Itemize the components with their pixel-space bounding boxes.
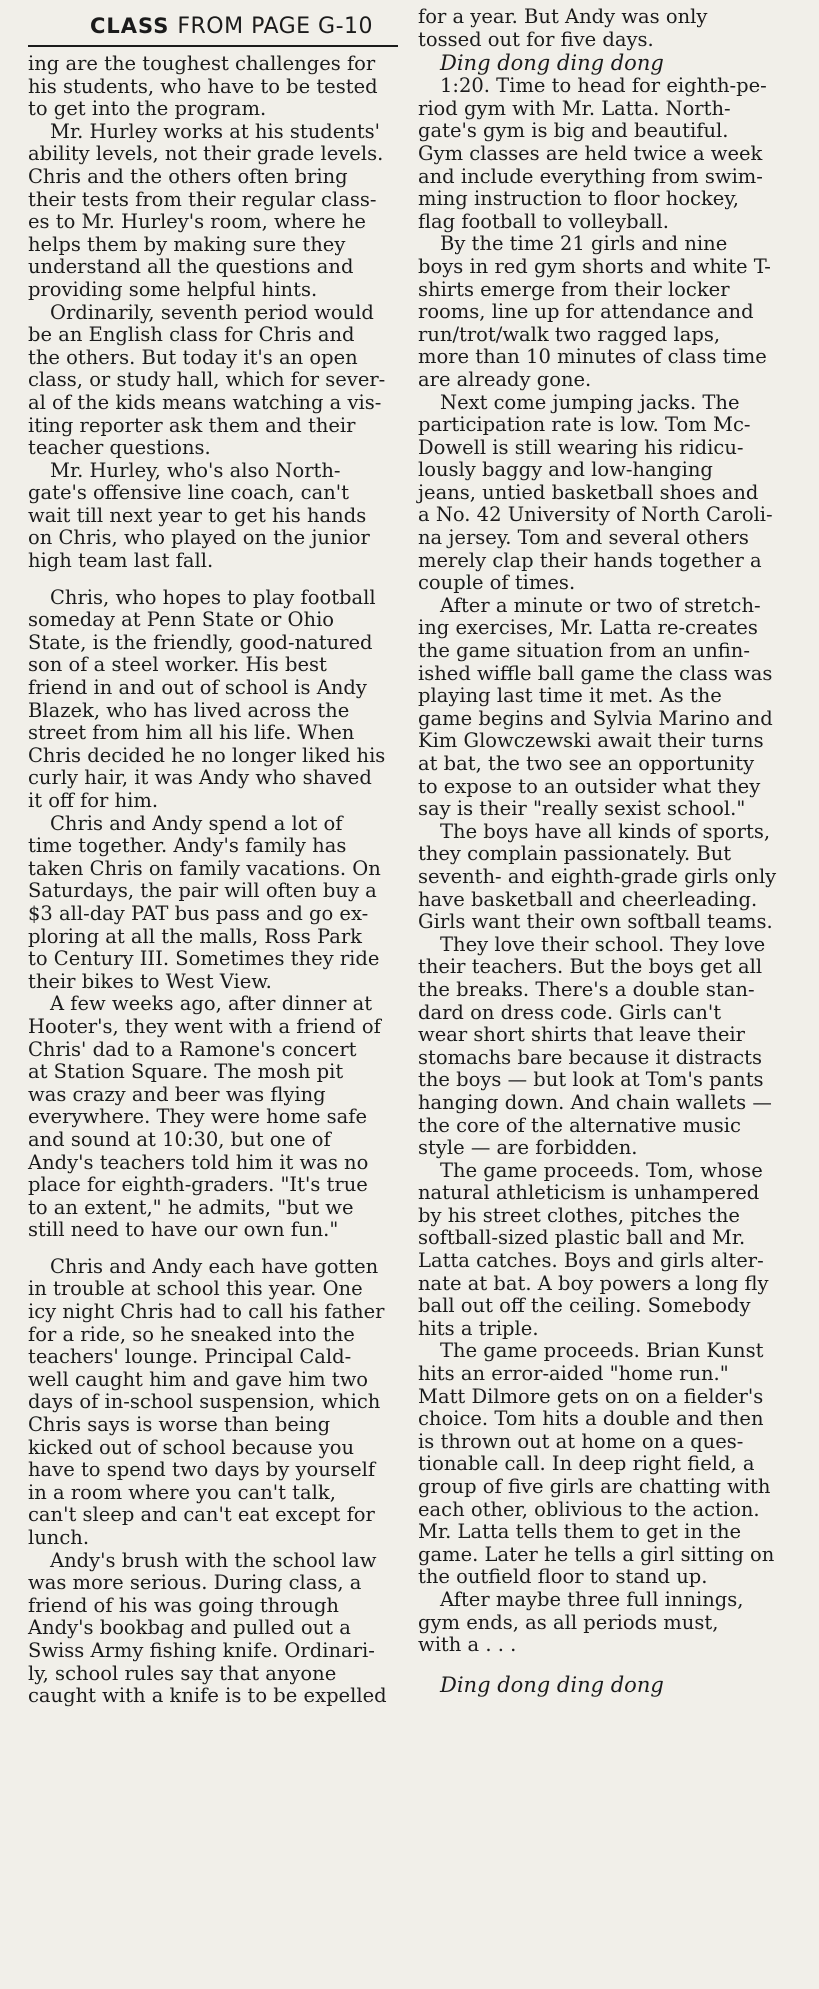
text-line: couple of times. [418,571,576,595]
text-line: the boys — but look at Tom's pants [418,1068,764,1092]
text-line: and include everything from swim- [418,164,763,188]
text-line: ploring at all the malls, Ross Park [28,924,362,948]
right-column [418,6,796,1697]
paragraph [28,993,398,1242]
text-line: playing last time it met. As the [418,684,722,708]
text-line: dard on dress code. Girls can't [418,1000,722,1024]
text-line: a No. 42 University of North Caroli- [418,503,773,527]
text-line: After a minute or two of stretch- [440,593,761,617]
text-line: The game proceeds. Brian Kunst [440,1339,764,1363]
text-line: are already gone. [418,367,592,391]
text-line: ly, school rules say that anyone [28,1661,337,1685]
text-line: friend in and out of school is Andy [28,676,367,700]
paragraph [418,1589,796,1657]
text-line: to get into the program. [28,97,267,121]
text-line: Andy's brush with the school law [50,1548,377,1572]
text-line: rooms, line up for attendance and [418,300,754,324]
text-line: understand all the questions and [28,255,354,279]
paragraph [28,302,398,460]
text-line: at Station Square. The mosh pit [28,1060,344,1084]
text-line: stomachs bare because it distracts [418,1045,762,1069]
paragraph [418,595,796,821]
text-line: tossed out for five days. [418,27,654,51]
paragraph [418,1160,796,1341]
text-line: The game proceeds. Tom, whose [440,1158,763,1182]
text-line: By the time 21 girls and nine [440,232,728,256]
text-line: Dowell is still wearing his ridicu- [418,435,744,459]
text-line: caught with a knife is to be expelled [28,1684,387,1708]
text-line: son of a steel worker. His best [28,653,327,677]
section-break-chime: Ding dong ding dong [440,51,664,76]
text-line: Mr. Latta tells them to get in the [418,1520,742,1544]
text-line: to Century III. Sometimes they ride [28,947,380,971]
text-line: Chris and Andy spend a lot of [50,811,343,835]
text-line: seventh- and eighth-grade girls only [418,864,777,888]
text-line: Andy's teachers told him it was no [28,1150,369,1174]
text-line: to an extent," he admits, "but we [28,1195,354,1219]
text-line: participation rate is low. Tom Mc- [418,413,751,437]
text-line: icy night Chris had to call his father [28,1300,385,1324]
text-line: wait till next year to get his hands [28,503,367,527]
paragraph [28,121,398,302]
text-line: was crazy and beer was flying [28,1082,326,1106]
text-line: ming instruction to floor hockey, [418,187,739,211]
text-line: high team last fall. [28,549,214,573]
text-line: $3 all-day PAT bus pass and go ex- [28,901,369,925]
text-line: Mr. Hurley, who's also North- [50,458,341,482]
text-line: Ordinarily, seventh period would [50,300,374,324]
text-line: street from him all his life. When [28,721,355,745]
text-line: Chris and the others often bring [28,164,348,188]
text-line: na jersey. Tom and several others [418,526,749,550]
text-line: Latta catches. Boys and girls alter- [418,1249,764,1273]
section-break-chime: Ding dong ding dong [440,1672,664,1697]
text-line: Kim Glowczewski await their turns [418,729,764,753]
text-line: each other, oblivious to the action. [418,1497,760,1521]
text-line: After maybe three full innings, [440,1587,744,1611]
text-line: have to spend two days by yourself [28,1458,376,1482]
text-line: the outfield floor to stand up. [418,1565,708,1589]
text-line: helps them by making sure they [28,232,346,256]
text-line: nate at bat. A boy powers a long fly [418,1271,769,1295]
text-line: lunch. [28,1526,90,1549]
text-line: Chris decided he no longer liked his [28,743,386,767]
text-line: tionable call. In deep right field, a [418,1452,755,1476]
text-line: group of five girls are chatting with [418,1475,771,1498]
text-line: the core of the alternative music [418,1113,741,1137]
text-line: A few weeks ago, after dinner at [50,992,373,1016]
text-line: well caught him and gave him two [28,1367,369,1391]
text-line: ished wiffle ball game the class was [418,661,773,685]
text-line: They love their school. They love [440,932,766,956]
paragraph [418,392,796,595]
text-line: run/trot/walk two ragged laps, [418,322,721,346]
text-line: ing are the toughest challenges for [28,52,376,75]
jump-keyword: CLASS [90,14,170,38]
text-line: they complain passionately. But [418,842,732,866]
text-line: iting reporter ask them and their [28,413,356,437]
paragraph-spacer [28,573,398,587]
text-line: flag football to volleyball. [418,209,669,233]
header-rule [28,45,398,47]
paragraph [418,75,796,233]
text-line: teachers' lounge. Principal Cald- [28,1345,352,1369]
text-line: jeans, untied basketball shoes and [418,480,759,504]
text-line: gate's offensive line coach, can't [28,481,349,505]
text-line: and sound at 10:30, but one of [28,1127,331,1151]
text-line: Hooter's, they went with a friend of [28,1014,381,1038]
text-line: their teachers. But the boys get all [418,955,763,979]
text-line: class, or study hall, which for sever- [28,368,386,392]
text-line: Chris, who hopes to play football [50,585,376,609]
text-line: time together. Andy's family has [28,834,347,858]
text-line: softball-sized plastic ball and Mr. [418,1226,746,1250]
text-line: Next come jumping jacks. The [440,390,740,414]
text-line: lously baggy and low-hanging [418,458,713,482]
text-line: Andy's bookbag and pulled out a [28,1616,351,1640]
text-line: Blazek, who has lived across the [28,698,350,722]
paragraph [28,1550,398,1708]
paragraph-spacer [28,1242,398,1256]
jump-page-reference: FROM PAGE G-10 [177,14,374,39]
text-line: shirts emerge from their locker [418,277,730,301]
text-line: by his street clothes, pitches the [418,1203,740,1227]
text-line: game. Later he tells a girl sitting on [418,1542,775,1566]
text-line: the others. But today it's an open [28,345,358,369]
text-line: the breaks. There's a double stan- [418,977,755,1001]
text-line: boys in red gym shorts and white T- [418,254,771,278]
text-line: his students, who have to be tested [28,74,378,98]
text-line: Swiss Army fishing knife. Ordinari- [28,1638,375,1662]
paragraph [418,233,796,391]
text-line: more than 10 minutes of class time [418,345,767,369]
text-line: can't sleep and can't eat except for [28,1503,375,1527]
text-line: ability levels, not their grade levels. [28,142,384,166]
text-line: was more serious. During class, a [28,1571,362,1595]
paragraph [28,813,398,994]
paragraph [418,821,796,934]
text-line: hanging down. And chain wallets — [418,1090,772,1114]
text-line: Girls want their own softball teams. [418,910,773,934]
paragraph [28,460,398,573]
text-line: wear short shirts that leave their [418,1023,745,1047]
text-line: for a ride, so he sneaked into the [28,1322,355,1346]
text-line: ing exercises, Mr. Latta re-creates [418,616,758,640]
text-line: be an English class for Chris and [28,323,355,347]
text-line: on Chris, who played on the junior [28,526,370,550]
text-line: gym ends, as all periods must, [418,1610,719,1634]
text-line: everywhere. They were home safe [28,1105,368,1129]
text-line: in a room where you can't talk, [28,1480,336,1504]
text-line: hits an error-aided "home run." [418,1362,729,1386]
text-line: 1:20. Time to head for eighth-pe- [440,74,767,98]
paragraph [418,934,796,1160]
paragraph [28,587,398,813]
text-line: riod gym with Mr. Latta. North- [418,96,731,120]
text-line: ball out off the ceiling. Somebody [418,1294,751,1318]
text-line: Chris and Andy each have gotten [50,1254,379,1278]
text-line: days of in-school suspension, which [28,1390,381,1414]
text-line: in trouble at school this year. One [28,1277,363,1301]
text-line: State, is the friendly, good-natured [28,630,373,654]
text-line: Gym classes are held twice a week [418,141,763,165]
text-line: providing some helpful hints. [28,277,318,301]
text-line: it off for him. [28,789,159,812]
text-line: taken Chris on family vacations. On [28,856,381,880]
text-line: hits a triple. [418,1316,539,1340]
text-line: al of the kids means watching a vis- [28,390,382,414]
text-line: teacher questions. [28,436,211,460]
text-line: style — are forbidden. [418,1136,638,1160]
text-line: for a year. But Andy was only [418,5,708,28]
text-line: merely clap their hands together a [418,548,762,572]
jump-header [28,0,398,45]
paragraph [418,1340,796,1589]
text-line: game begins and Sylvia Marino and [418,706,773,730]
paragraph [418,6,796,51]
text-line: curly hair, it was Andy who shaved [28,766,372,790]
text-line: say is their "really sexist school." [418,797,746,821]
left-column [28,0,398,1708]
text-line: someday at Penn State or Ohio [28,608,335,632]
text-line: to expose to an outsider what they [418,774,761,798]
text-line: Chris says is worse than being [28,1413,331,1437]
text-line: Chris' dad to a Ramone's concert [28,1037,357,1061]
text-line: The boys have all kinds of sports, [440,819,771,843]
text-line: kicked out of school because you [28,1435,355,1459]
paragraph [28,53,398,121]
text-line: the game situation from an unfin- [418,639,750,663]
text-line: place for eighth-graders. "It's true [28,1173,368,1197]
text-line: have basketball and cheerleading. [418,887,758,911]
text-line: natural athleticism is unhampered [418,1181,760,1205]
text-line: gate's gym is big and beautiful. [418,119,729,143]
text-line: is thrown out at home on a ques- [418,1429,744,1453]
text-line: Mr. Hurley works at his students' [50,119,381,143]
paragraph [28,1256,398,1550]
text-line: Saturdays, the pair will often buy a [28,879,377,903]
text-line: still need to have our own fun." [28,1218,339,1242]
text-line: their tests from their regular class- [28,187,377,211]
text-line: es to Mr. Hurley's room, where he [28,210,366,234]
text-line: at bat, the two see an opportunity [418,752,755,775]
text-line: with a . . . [418,1633,517,1657]
text-line: friend of his was going through [28,1593,339,1617]
text-line: Matt Dilmore gets on on a fielder's [418,1384,764,1408]
text-line: choice. Tom hits a double and then [418,1407,764,1431]
text-line: their bikes to West View. [28,969,272,993]
